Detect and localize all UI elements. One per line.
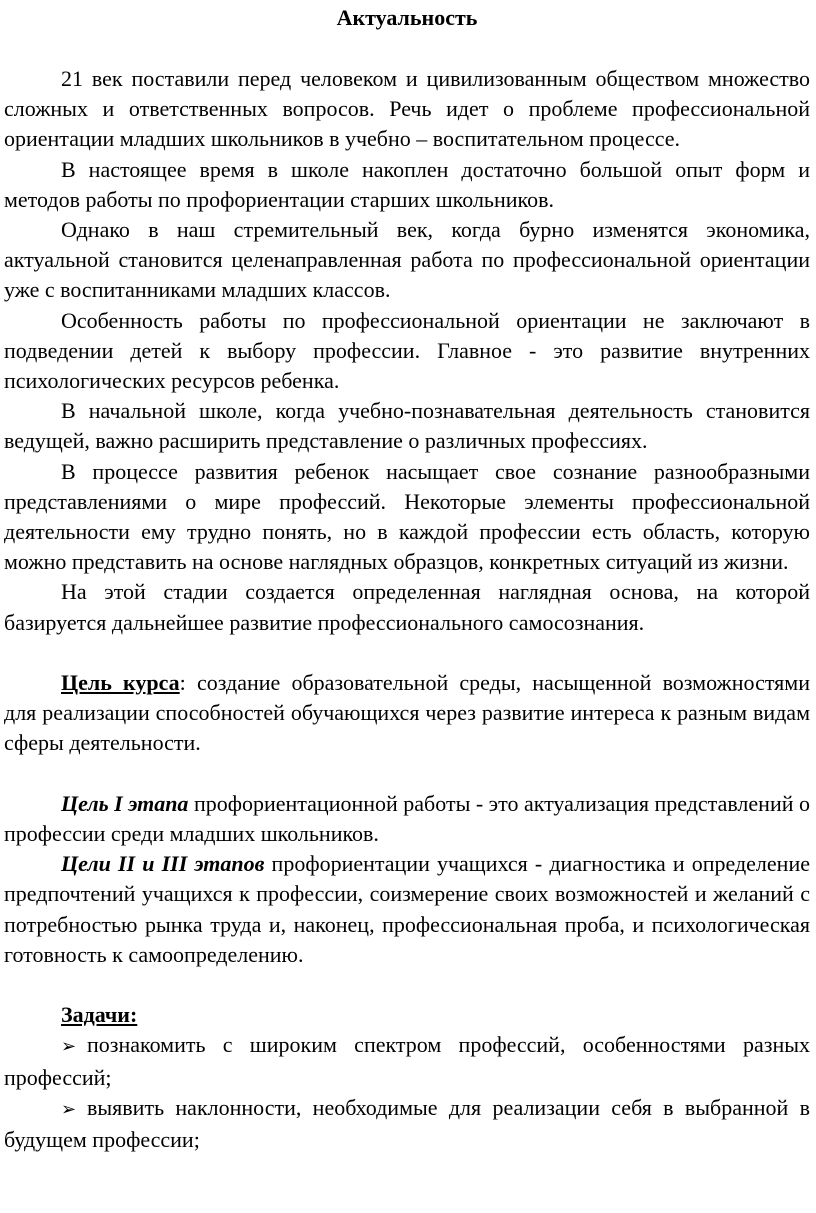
document-title: Актуальность [336, 5, 478, 30]
paragraph-4: Особенность работы по профессиональной ориентации не заключают в подведении детей к выбору профессии. Главное - это развитие внутренних психологических ресурсов ребенка. [4, 307, 810, 394]
goal-paragraph [4, 668, 810, 759]
stage1-paragraph [4, 789, 810, 849]
paragraph-7: На этой стадии создается определенная наглядная основа, на которой базируется дальнейшее развитие профессионального самосознания. [4, 579, 810, 635]
stage1-text: профориентационной работы - это актуализация представлений о профессии среди младших школьников. [4, 790, 810, 847]
stage23-paragraph [4, 849, 810, 970]
arrow-bullet-icon: ➢ [61, 1036, 77, 1058]
task-item [4, 1093, 810, 1155]
stage23-label: Цели II и III этапов [61, 851, 265, 877]
goal-text: : создание образовательной среды, насыщенной возможностями для реализации способностей обучающихся через развитие интереса к разным видам сферы деятельности. [4, 670, 810, 756]
task-item-text: познакомить с широким спектром профессий, особенностями разных профессий; [4, 1032, 810, 1090]
spacer [4, 759, 810, 789]
tasks-heading: Задачи: [61, 1002, 138, 1028]
stage23-text: профориентации учащихся - диагностика и определение предпочтений учащихся к профессии, соизмерение своих возможностей и желаний с потребностью рынка труда и, наконец, профессиональная проба, и психологическая готовность к самоопределению. [4, 851, 810, 967]
paragraph-2: В настоящее время в школе накоплен достаточно большой опыт форм и методов работы по профориентации старших школьников. [4, 156, 810, 212]
spacer [4, 970, 810, 1000]
paragraph-6: В процессе развития ребенок насыщает свое сознание разнообразными представлениями о мире профессий. Некоторые элементы профессиональной деятельности ему трудно понять, но в каждой профессии есть область, которую можно представить на основе наглядных образцов, конкретных ситуаций из жизни. [4, 458, 810, 575]
arrow-bullet-icon: ➢ [61, 1098, 77, 1120]
spacer [4, 638, 810, 668]
task-item-text: выявить наклонности, необходимые для реализации себя в выбранной в будущем профессии; [4, 1094, 810, 1153]
tasks-heading-paragraph [4, 1000, 810, 1030]
goal-label: Цель курса [61, 670, 180, 696]
paragraph-1: 21 век поставили перед человеком и цивилизованным обществом множество сложных и ответственных вопросов. Речь идет о проблеме профессиональной ориентации младших школьников в учебно – воспитательном процессе. [4, 66, 810, 152]
paragraph-5: В начальной школе, когда учебно-познавательная деятельность становится ведущей, важно расширить представление о различных профессиях. [4, 398, 810, 454]
task-item [4, 1030, 810, 1092]
stage1-label: Цель I этапа [61, 790, 189, 816]
paragraph-3: Однако в наш стремительный век, когда бурно изменятся экономика, актуальной становится целенаправленная работа по профессиональной ориентации уже с воспитанниками младших классов. [4, 217, 810, 303]
